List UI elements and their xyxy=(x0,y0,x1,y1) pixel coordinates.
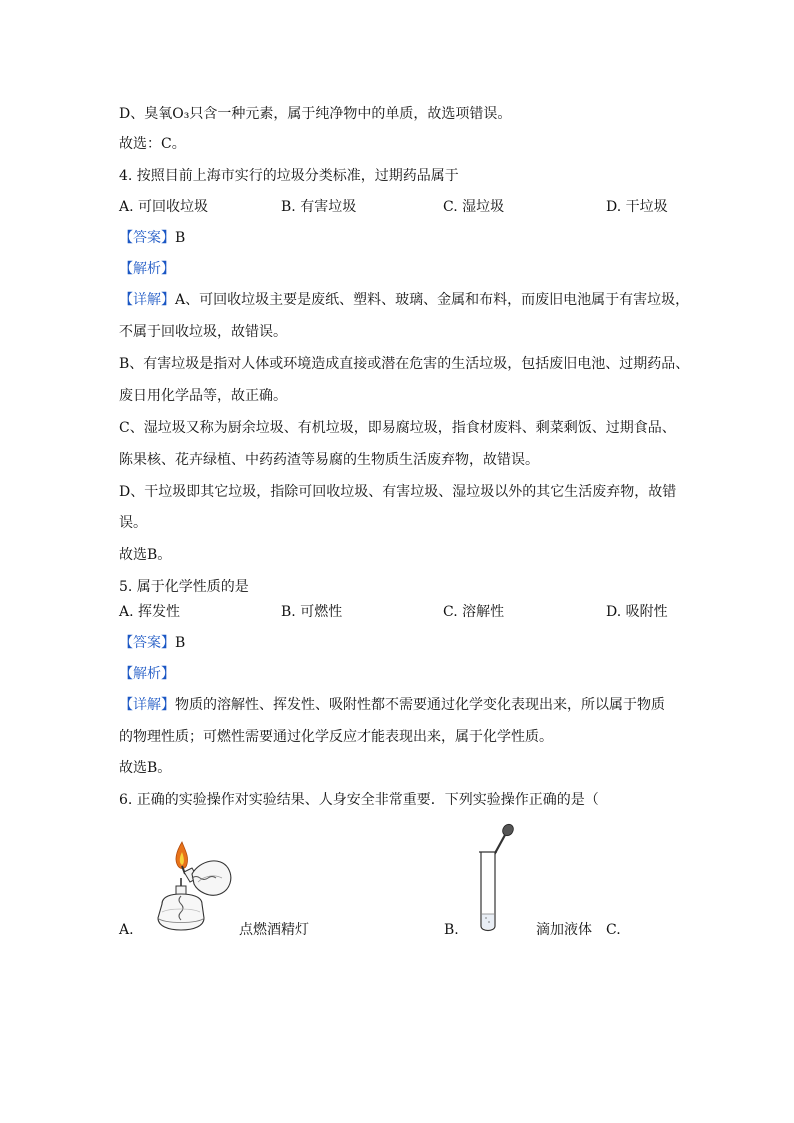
detail-tag: 【详解】 xyxy=(119,292,175,308)
answer-value: B xyxy=(175,230,186,246)
q4-option-b: B. 有害垃圾 xyxy=(281,199,357,215)
q4-analysis-line xyxy=(119,259,175,279)
q4-detail-line-8: 误。 xyxy=(119,515,147,531)
q4-detail-line-3: B、有害垃圾是指对人体或环境造成直接或潜在危害的生活垃圾，包括废旧电池、过期药品、 xyxy=(119,356,690,372)
q5-detail-line-1 xyxy=(119,695,665,715)
q5-option-c: C. 溶解性 xyxy=(443,604,505,620)
q4-detail-line-1 xyxy=(119,290,689,310)
detail-tag: 【详解】 xyxy=(119,697,175,713)
q5-conclusion: 故选B。 xyxy=(119,760,172,776)
q5-stem: 5. 属于化学性质的是 xyxy=(119,579,249,595)
answer-tag: 【答案】 xyxy=(119,230,175,246)
q6-option-c-letter: C. xyxy=(606,922,621,938)
q5-option-a: A. 挥发性 xyxy=(119,604,181,620)
q4-conclusion: 故选B。 xyxy=(119,547,172,563)
answer-value: B xyxy=(175,635,186,651)
q3-conclusion: 故选：C。 xyxy=(119,136,186,152)
alcohol-lamp-lighting-icon xyxy=(148,838,236,936)
q5-option-d: D. 吸附性 xyxy=(606,604,668,620)
q6-option-b-letter: B. xyxy=(444,922,459,938)
q6-option-b-caption: 滴加液体 xyxy=(536,922,592,938)
analysis-tag: 【解析】 xyxy=(119,666,175,682)
q4-detail-line-5: C、湿垃圾又称为厨余垃圾、有机垃圾，即易腐垃圾，指食材废料、剩菜剩饭、过期食品、 xyxy=(119,420,676,436)
q5-option-b: B. 可燃性 xyxy=(281,604,343,620)
q4-option-d: D. 干垃圾 xyxy=(606,199,668,215)
dropper-test-tube-icon xyxy=(476,822,520,936)
q4-detail-line-2: 不属于回收垃圾，故错误。 xyxy=(119,324,287,340)
q6-option-a-letter: A. xyxy=(119,922,134,938)
q5-detail-line-2: 的物理性质；可燃性需要通过化学反应才能表现出来，属于化学性质。 xyxy=(119,729,553,745)
q6-option-a-caption: 点燃酒精灯 xyxy=(239,922,309,938)
q3-d-explanation: D、臭氧O₃只含一种元素，属于纯净物中的单质，故选项错误。 xyxy=(119,106,512,122)
q5-answer-line xyxy=(119,633,185,653)
detail-text: A、可回收垃圾主要是废纸、塑料、玻璃、金属和布料，而废旧电池属于有害垃圾， xyxy=(175,292,690,308)
q4-option-a: A. 可回收垃圾 xyxy=(119,199,209,215)
q4-stem: 4. 按照目前上海市实行的垃圾分类标准，过期药品属于 xyxy=(119,168,459,184)
q4-answer-line xyxy=(119,228,185,248)
q4-detail-line-4: 废日用化学品等，故正确。 xyxy=(119,388,287,404)
detail-text: 物质的溶解性、挥发性、吸附性都不需要通过化学变化表现出来，所以属于物质 xyxy=(175,697,665,713)
q4-detail-line-6: 陈果核、花卉绿植、中药药渣等易腐的生物质生活废弃物，故错误。 xyxy=(119,452,539,468)
answer-tag: 【答案】 xyxy=(119,635,175,651)
q4-detail-line-7: D、干垃圾即其它垃圾，指除可回收垃圾、有害垃圾、湿垃圾以外的其它生活废弃物，故错 xyxy=(119,484,677,500)
q5-analysis-line xyxy=(119,664,175,684)
q6-stem: 6. 正确的实验操作对实验结果、人身安全非常重要．下列实验操作正确的是（ xyxy=(119,792,599,808)
q4-option-c: C. 湿垃圾 xyxy=(443,199,505,215)
analysis-tag: 【解析】 xyxy=(119,261,175,277)
